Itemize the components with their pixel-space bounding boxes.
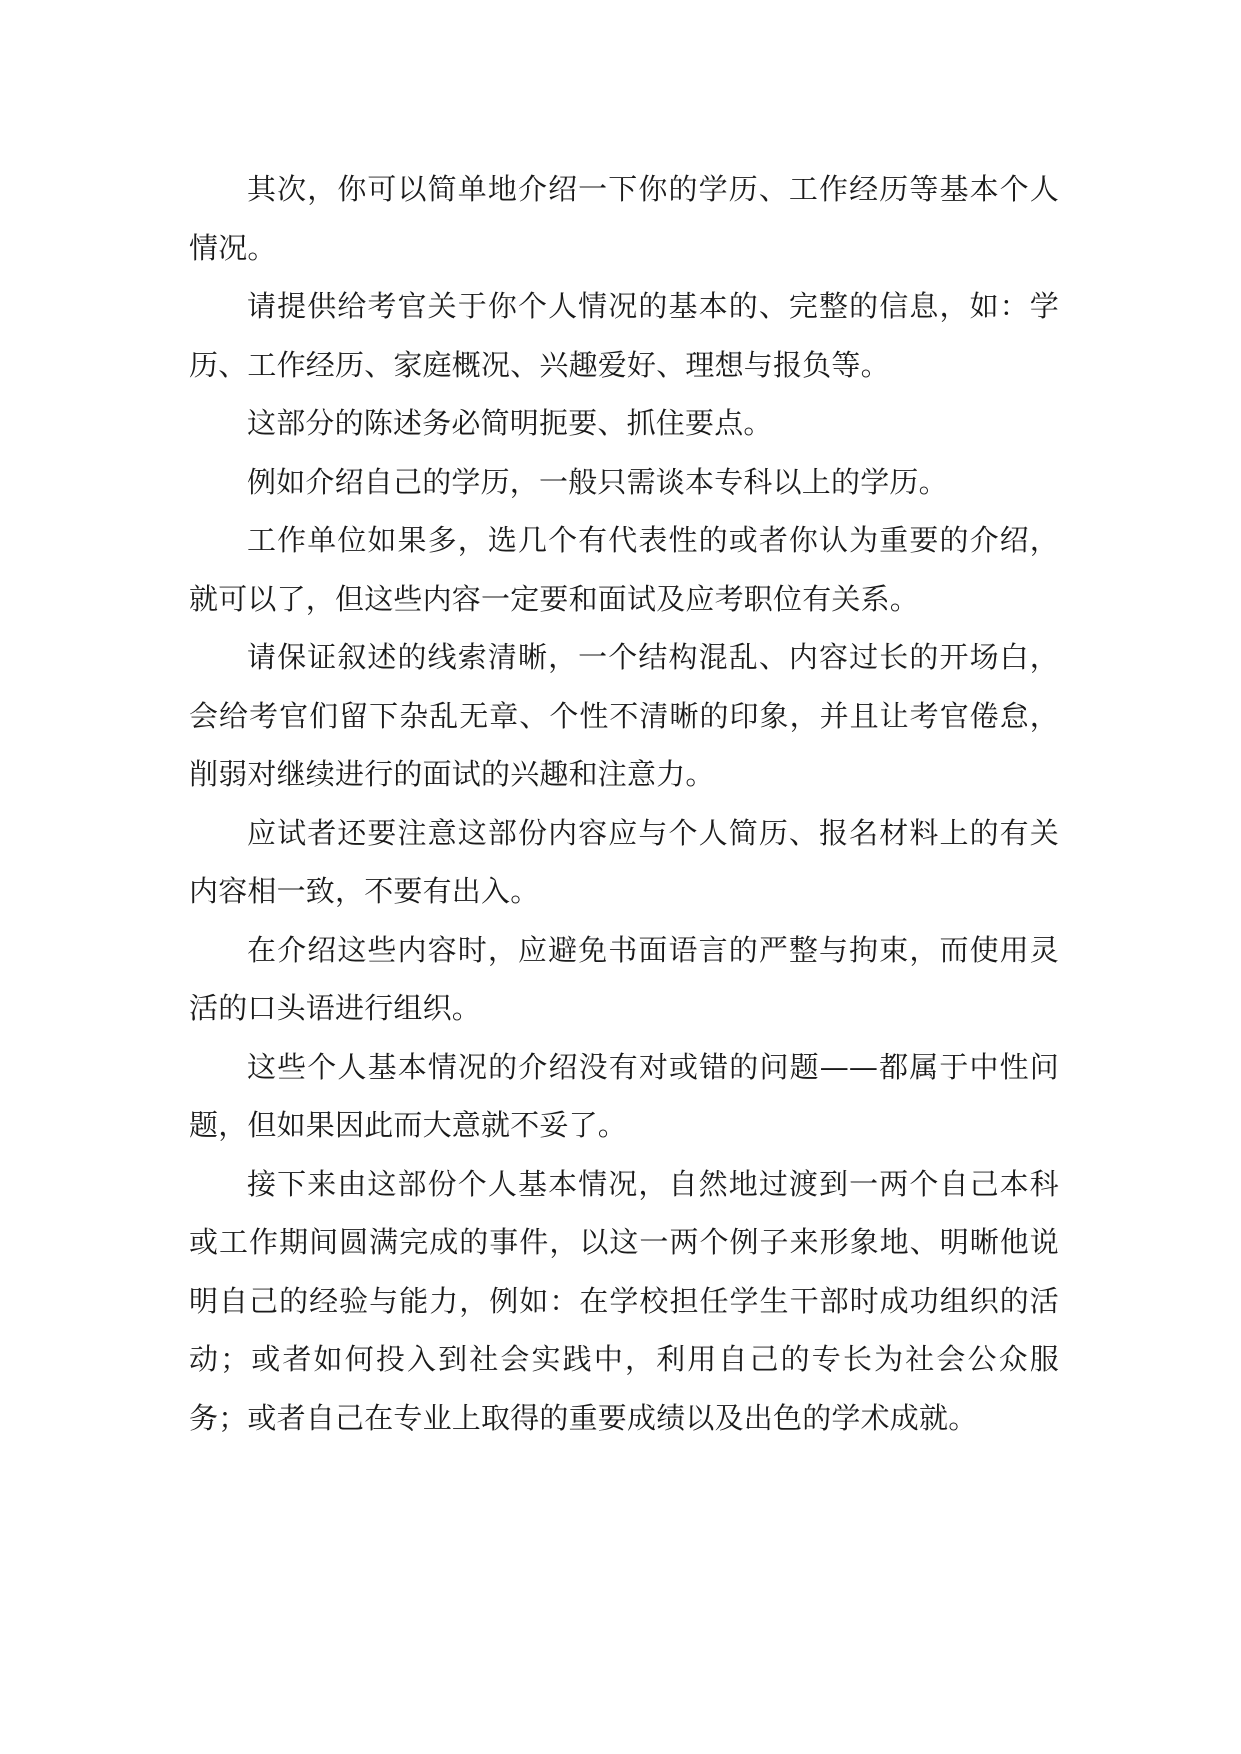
paragraph: 例如介绍自己的学历，一般只需谈本专科以上的学历。	[247, 464, 948, 499]
paragraph: 工作单位如果多，选几个有代表性的或者你认为重要的介绍，就可以了，但这些内容一定要和面试及应考职位有关系。	[189, 523, 1059, 616]
paragraph: 这部分的陈述务必简明扼要、抓住要点。	[247, 406, 773, 440]
paragraph: 这些个人基本情况的介绍没有对或错的问题——都属于中性问题，但如果因此而大意就不妥了。	[189, 1049, 1059, 1142]
paragraph: 其次，你可以简单地介绍一下你的学历、工作经历等基本个人情况。	[189, 172, 1059, 265]
paragraph: 请提供给考官关于你个人情况的基本的、完整的信息，如：学历、工作经历、家庭概况、兴趣爱好、理想与报负等。	[189, 289, 1059, 382]
document-body	[189, 160, 1059, 1447]
paragraph: 在介绍这些内容时，应避免书面语言的严整与拘束，而使用灵活的口头语进行组织。	[189, 932, 1059, 1025]
paragraph: 请保证叙述的线索清晰，一个结构混乱、内容过长的开场白，会给考官们留下杂乱无章、个性不清晰的印象，并且让考官倦怠，削弱对继续进行的面试的兴趣和注意力。	[189, 640, 1059, 791]
paragraph: 应试者还要注意这部份内容应与个人简历、报名材料上的有关内容相一致，不要有出入。	[189, 815, 1059, 908]
paragraph: 接下来由这部份个人基本情况，自然地过渡到一两个自己本科或工作期间圆满完成的事件，以这一两个例子来形象地、明晰他说明自己的经验与能力，例如：在学校担任学生干部时成功组织的活动；或者如何投入到社会实践中，利用自己的专长为社会公众服务；或者自己在专业上取得的重要成绩以及出色的学术成就。	[189, 1166, 1059, 1435]
